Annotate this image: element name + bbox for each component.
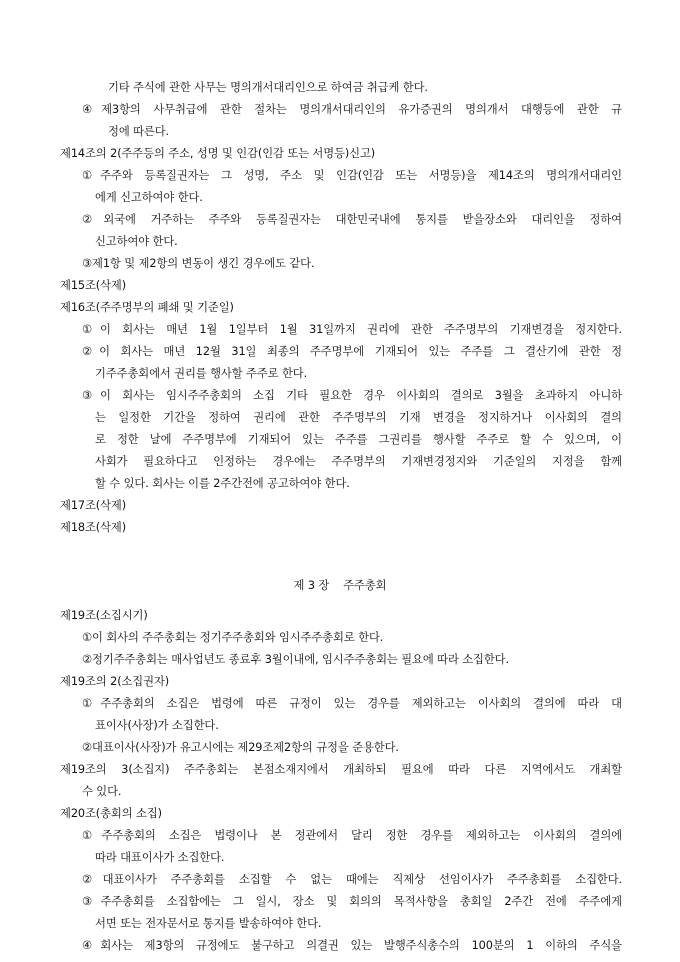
text-line: 표이사(사장)가 소집한다. [95, 719, 219, 732]
text-line: 제19조의 3(소집지) 주주총회는 본점소재지에서 개최하되 필요에 따라 다른 지역에서도 개최할 [60, 763, 622, 776]
section-heading: 제14조의 2(주주등의 주소, 성명 및 인감(인감 또는 서명등)신고) [60, 147, 376, 160]
section-heading: 제17조(삭제) [60, 499, 127, 512]
text-line: 기타 주식에 관한 사무는 명의개서대리인으로 하여금 취급케 한다. [108, 81, 428, 94]
text-line: ③이 회사는 임시주주총회의 소집 기타 필요한 경우 이사회의 결의로 3월을 초과하지 아니하 [82, 389, 622, 402]
text-line: ①주주와 등록질권자는 그 성명, 주소 및 인감(인감 또는 서명등)을 제14조의 명의개서대리인 [82, 169, 622, 182]
section-heading: 제15조(삭제) [60, 279, 127, 292]
chapter-heading: 제 3 장 주주총회 [293, 579, 387, 592]
text-line: ②대표이사가 주주총회를 소집할 수 없는 때에는 직제상 선임이사가 주주총회를 소집한다. [82, 873, 622, 886]
section-heading: 제19조의 2(소집권자) [60, 675, 170, 688]
section-heading: 제18조(삭제) [60, 521, 127, 534]
text-line: 사회가 필요하다고 인정하는 경우에는 주주명부의 기재변경정지와 기준일의 지정을 함께 [95, 455, 622, 468]
text-line: 서면 또는 전자문서로 통지를 발송하여야 한다. [95, 917, 322, 930]
text-line: 는 일정한 기간을 정하여 권리에 관한 주주명부의 기재 변경을 정지하거나 이사회의 결의 [95, 411, 622, 424]
text-line: ②대표이사(사장)가 유고시에는 제29조제2항의 규정을 준용한다. [82, 741, 399, 754]
text-line: ④제3항의 사무취급에 관한 절차는 명의개서대리인의 유가증권의 명의개서 대행등에 관한 규 [82, 103, 622, 116]
text-line: 에게 신고하여야 한다. [95, 191, 203, 204]
text-line: ①이 회사의 주주총회는 정기주주총회와 임시주주총회로 한다. [82, 631, 384, 644]
text-line: ③제1항 및 제2항의 변동이 생긴 경우에도 같다. [82, 257, 315, 270]
section-heading: 제20조(총회의 소집) [60, 807, 162, 820]
text-line: 따라 대표이사가 소집한다. [95, 851, 225, 864]
text-line: ①주주총회의 소집은 법령이나 본 정관에서 달리 정한 경우를 제외하고는 이사회의 결의에 [82, 829, 622, 842]
text-line: ①주주총회의 소집은 법령에 따른 규정이 있는 경우를 제외하고는 이사회의 결의에 따라 대 [82, 697, 622, 710]
text-line: ②정기주주총회는 매사업년도 종료후 3월이내에, 임시주주총회는 필요에 따라 소집한다. [82, 653, 509, 666]
text-line: 기주주총회에서 권리를 행사할 주주로 한다. [95, 367, 308, 380]
text-line: ①이 회사는 매년 1월 1일부터 1월 31일까지 권리에 관한 주주명부의 기재변경을 정지한다. [82, 323, 622, 336]
text-line: 정에 따른다. [108, 125, 170, 138]
section-heading: 제16조(주주명부의 폐쇄 및 기준일) [60, 301, 234, 314]
text-line: ②외국에 거주하는 주주와 등록질권자는 대한민국내에 통지를 받을장소와 대리인을 정하여 [82, 213, 622, 226]
text-line: 로 정한 날에 주주명부에 기재되어 있는 주주를 그권리를 행사할 주주로 할 수 있으며, 이 [95, 433, 622, 446]
text-line: ④회사는 제3항의 규정에도 불구하고 의결권 있는 발행주식총수의 100분의 1 이하의 주식을 [82, 939, 622, 952]
text-line: ③주주총회를 소집함에는 그 일시, 장소 및 회의의 목적사항을 총회일 2주간 전에 주주에게 [82, 895, 622, 908]
text-line: 할 수 있다. 회사는 이를 2주간전에 공고하여야 한다. [95, 477, 350, 490]
section-heading: 제19조(소집시기) [60, 609, 148, 622]
text-line: ②이 회사는 매년 12월 31일 최종의 주주명부에 기재되어 있는 주주를 그 결산기에 관한 정 [82, 345, 622, 358]
text-line: 수 있다. [82, 785, 122, 798]
text-line: 신고하여야 한다. [95, 235, 178, 248]
